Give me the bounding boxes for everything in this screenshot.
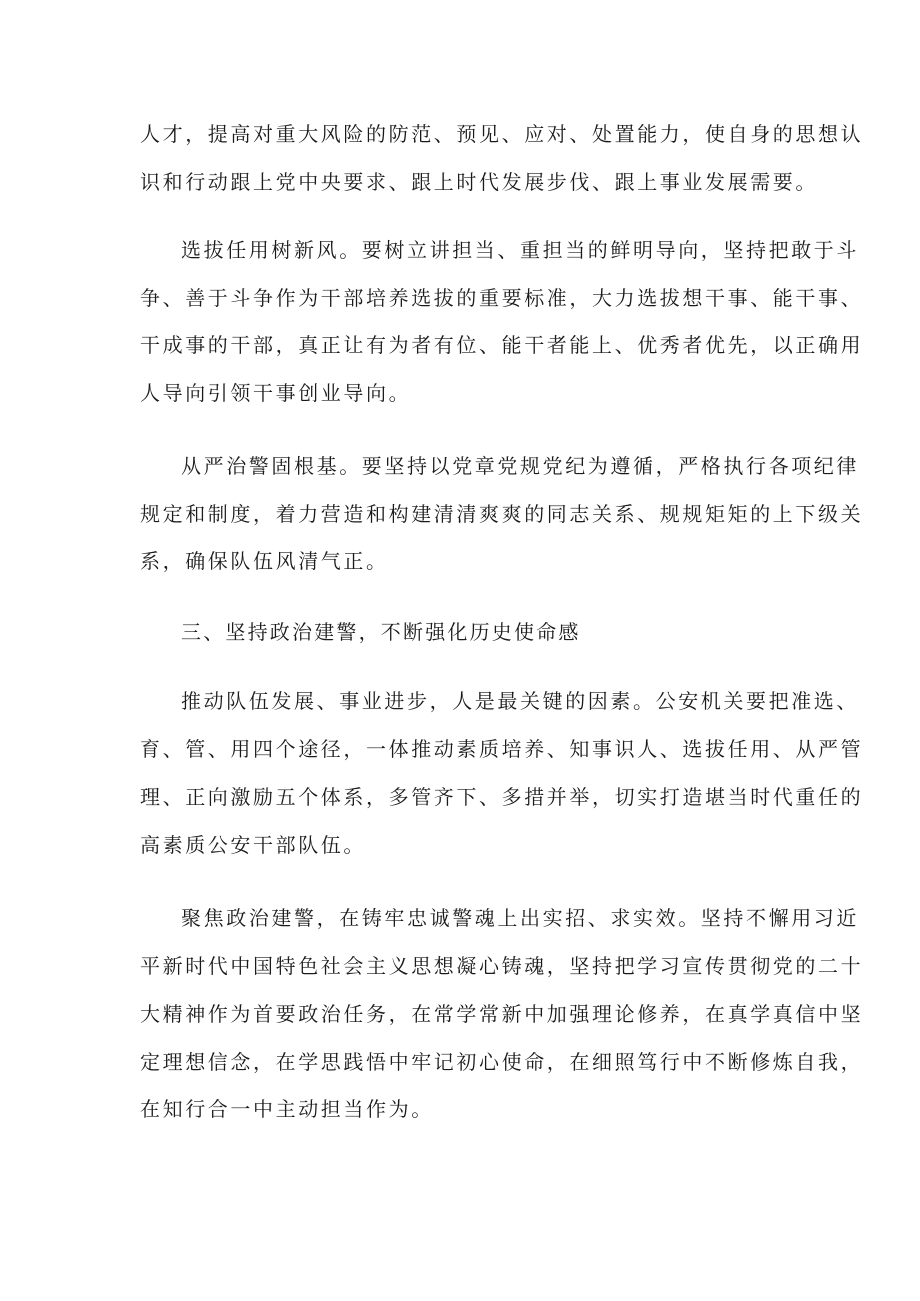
paragraph-2-line-1: 选拔任用树新风。要树立讲担当、重担当的鲜明导向，坚持把敢于斗 xyxy=(181,238,859,262)
paragraph-1-line-2: 识和行动跟上党中央要求、跟上时代发展步伐、跟上事业发展需要。 xyxy=(140,170,818,194)
paragraph-5-line-2: 平新时代中国特色社会主义思想凝心铸魂，坚持把学习宣传贯彻党的二十 xyxy=(140,954,864,978)
section-heading-3: 三、坚持政治建警，不断强化历史使命感 xyxy=(181,620,581,644)
paragraph-4-line-2: 育、管、用四个途径，一体推动素质培养、知事识人、选拔任用、从严管 xyxy=(140,737,864,761)
paragraph-4-line-4: 高素质公安干部队伍。 xyxy=(140,833,366,857)
paragraph-4-line-3: 理、正向激励五个体系，多管齐下、多措并举，切实打造堪当时代重任的 xyxy=(140,785,864,809)
paragraph-2-line-3: 干成事的干部，真正让有为者有位、能干者能上、优秀者优先，以正确用 xyxy=(140,333,864,357)
paragraph-5-line-3: 大精神作为首要政治任务，在常学常新中加强理论修养，在真学真信中坚 xyxy=(140,1002,864,1026)
paragraph-3-line-3: 系，确保队伍风清气正。 xyxy=(140,549,389,573)
paragraph-3-line-1: 从严治警固根基。要坚持以党章党规党纪为遵循，严格执行各项纪律 xyxy=(181,454,859,478)
paragraph-5-line-5: 在知行合一中主动担当作为。 xyxy=(140,1097,434,1121)
paragraph-2-line-4: 人导向引领干事创业导向。 xyxy=(140,381,412,405)
paragraph-1-line-1: 人才，提高对重大风险的防范、预见、应对、处置能力，使自身的思想认 xyxy=(140,122,864,146)
paragraph-2-line-2: 争、善于斗争作为干部培养选拔的重要标准，大力选拔想干事、能干事、 xyxy=(140,286,864,310)
paragraph-5-line-1: 聚焦政治建警，在铸牢忠诚警魂上出实招、求实效。坚持不懈用习近 xyxy=(181,906,859,930)
paragraph-5-line-4: 定理想信念，在学思践悟中牢记初心使命，在细照笃行中不断修炼自我， xyxy=(140,1050,864,1074)
paragraph-3-line-2: 规定和制度，着力营造和构建清清爽爽的同志关系、规规矩矩的上下级关 xyxy=(140,502,864,526)
paragraph-4-line-1: 推动队伍发展、事业进步，人是最关键的因素。公安机关要把准选、 xyxy=(181,689,859,713)
